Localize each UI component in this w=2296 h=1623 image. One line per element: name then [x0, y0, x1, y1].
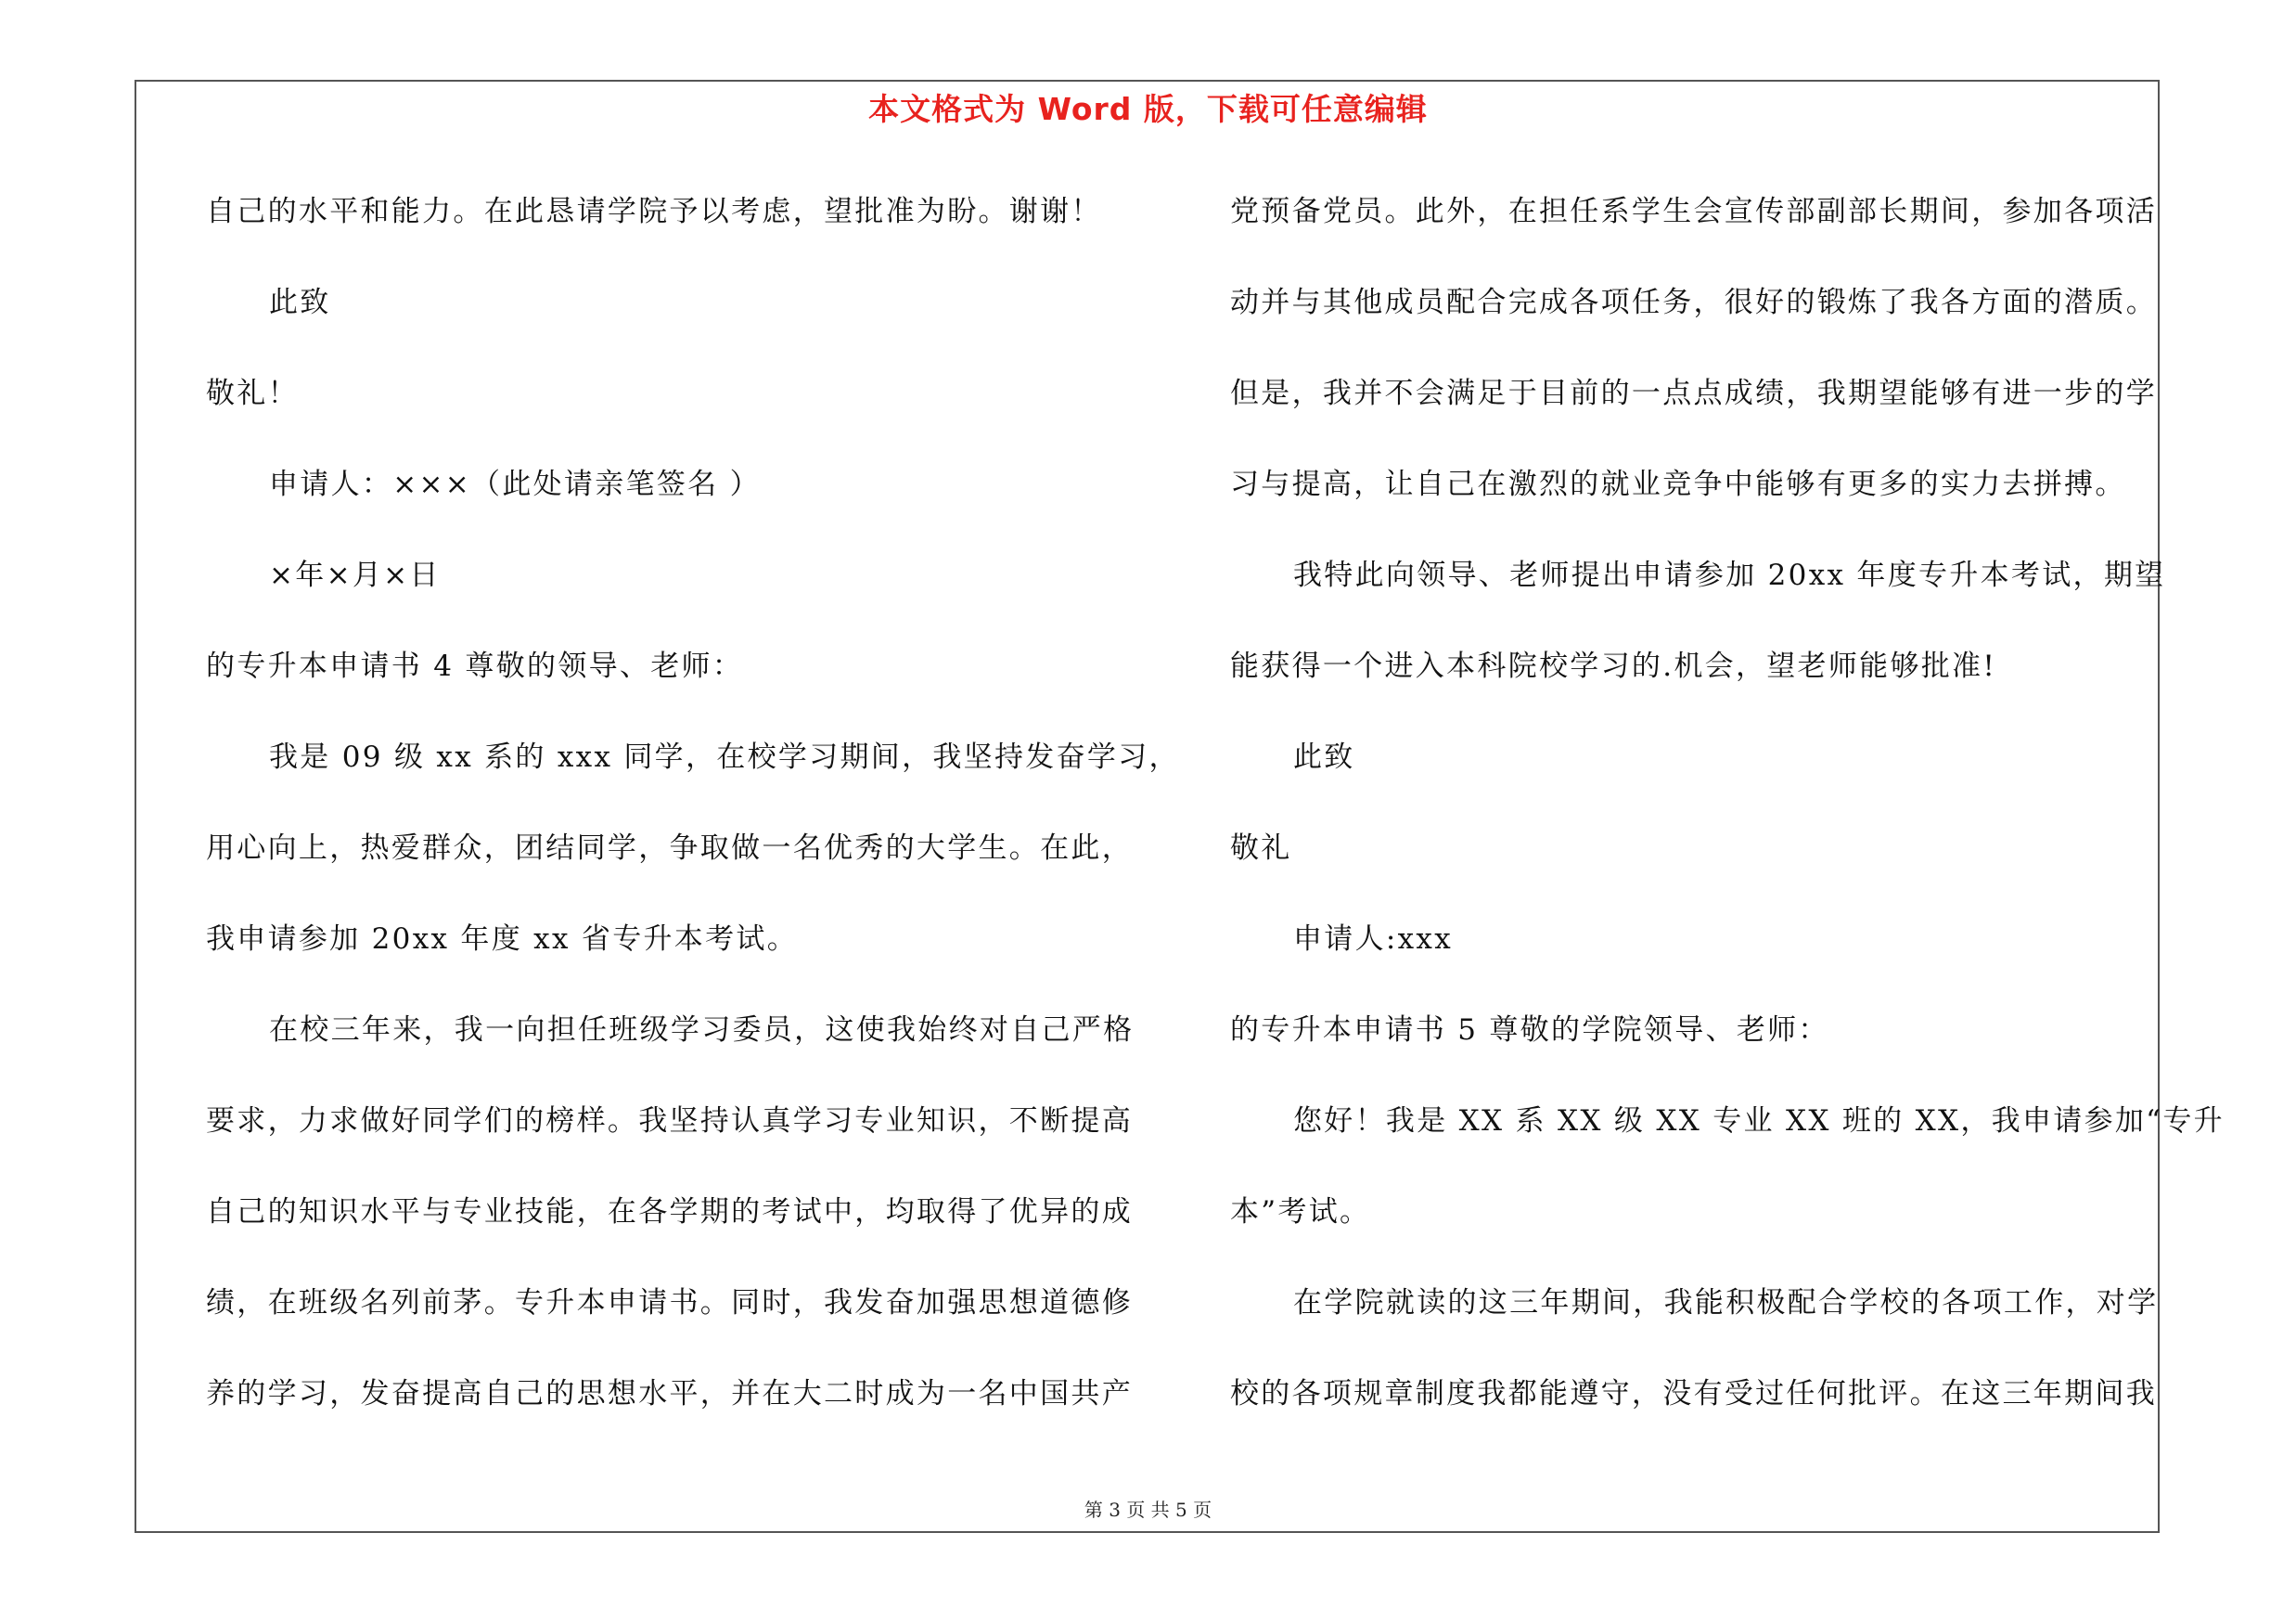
text-line: 申请人:xxx [1293, 922, 1453, 956]
text-line: 申请人：×××（此处请亲笔签名 ） [269, 468, 761, 501]
text-line: 此致 [1293, 741, 1355, 774]
text-line: 但是，我并不会满足于目前的一点点成绩，我期望能够有进一步的学 [1230, 377, 2157, 410]
left-text-column [206, 184, 1180, 1457]
text-line: 本”考试。 [1230, 1195, 1371, 1229]
text-line: 的专升本申请书 4 尊敬的领导、老师： [206, 650, 744, 683]
text-line: 习与提高，让自己在激烈的就业竞争中能够有更多的实力去拼搏。 [1230, 468, 2126, 501]
text-line: 能获得一个进入本科院校学习的.机会，望老师能够批准! [1230, 650, 1997, 683]
text-line: 自己的知识水平与专业技能，在各学期的考试中，均取得了优异的成 [206, 1195, 1133, 1229]
text-line: 动并与其他成员配合完成各项任务，很好的锻炼了我各方面的潜质。 [1230, 286, 2157, 319]
text-line: 敬礼 [1230, 831, 1292, 865]
text-line: 我是 09 级 xx 系的 xxx 同学，在校学习期间，我坚持发奋学习， [269, 741, 1180, 774]
text-line: 敬礼！ [206, 377, 299, 410]
text-line: 我特此向领导、老师提出申请参加 20xx 年度专升本考试，期望 [1293, 559, 2166, 592]
right-text-column [1230, 184, 2225, 1457]
text-line: 我申请参加 20xx 年度 xx 省专升本考试。 [206, 922, 798, 956]
text-line: 绩，在班级名列前茅。专升本申请书。同时，我发奋加强思想道德修 [206, 1286, 1133, 1320]
text-line: 养的学习，发奋提高自己的思想水平，并在大二时成为一名中国共产 [206, 1377, 1133, 1410]
text-line: 党预备党员。此外，在担任系学生会宣传部副部长期间，参加各项活 [1230, 195, 2157, 228]
text-line: 此致 [269, 286, 331, 319]
text-line: 要求，力求做好同学们的榜样。我坚持认真学习专业知识，不断提高 [206, 1104, 1133, 1138]
format-notice-banner: 本文格式为 Word 版，下载可任意编辑 [868, 91, 1428, 127]
text-line: 在学院就读的这三年期间，我能积极配合学校的各项工作，对学 [1293, 1286, 2159, 1320]
text-line: 的专升本申请书 5 尊敬的学院领导、老师： [1230, 1013, 1829, 1047]
text-line: ×年×月×日 [269, 559, 441, 592]
text-line: 在校三年来，我一向担任班级学习委员，这使我始终对自己严格 [269, 1013, 1135, 1047]
text-line: 您好！我是 XX 系 XX 级 XX 专业 XX 班的 XX，我申请参加“专升 [1293, 1104, 2225, 1138]
text-line: 自己的水平和能力。在此恳请学院予以考虑，望批准为盼。谢谢！ [206, 195, 1102, 228]
page-number-footer: 第 3 页 共 5 页 [1084, 1499, 1212, 1521]
text-line: 用心向上，热爱群众，团结同学，争取做一名优秀的大学生。在此， [206, 831, 1133, 865]
text-line: 校的各项规章制度我都能遵守，没有受过任何批评。在这三年期间我 [1230, 1377, 2157, 1410]
